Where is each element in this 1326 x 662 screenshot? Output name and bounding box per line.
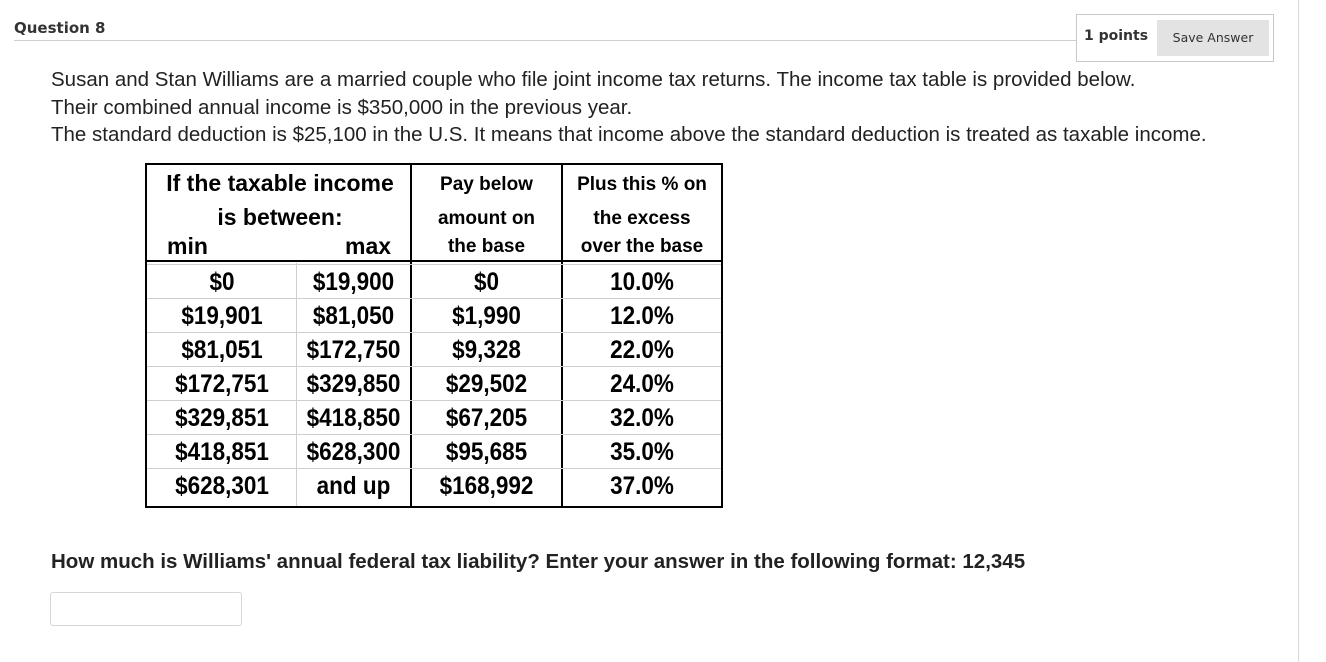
table-cell-min: $172,751	[175, 370, 269, 398]
table-header-col4-line1: Plus this % on	[577, 174, 707, 195]
table-cell-rate: 10.0%	[610, 268, 674, 296]
table-header-min: min	[167, 233, 208, 259]
question-title: Question 8	[14, 19, 106, 37]
table-header-divider	[147, 260, 721, 262]
table-cell-min: $0	[209, 268, 235, 296]
table-header-col4-line3: over the base	[580, 236, 704, 257]
answer-prompt: How much is Williams' annual federal tax liability? Enter your answer in the following format: 12,345	[51, 550, 1026, 573]
table-cell-max: $418,850	[306, 404, 401, 432]
table-cell-max: and up	[316, 472, 391, 500]
table-cell-base: $168,992	[439, 472, 534, 500]
question-text-line: The standard deduction is $25,100 in the U.S. It means that income above the standard deduction is treated as taxable income.	[51, 123, 1207, 146]
table-cell-rate: 24.0%	[610, 370, 674, 398]
points-label: 1 points	[1084, 28, 1149, 44]
table-cell-min: $418,851	[175, 438, 269, 466]
table-header-col4-line2: the excess	[593, 208, 691, 229]
question-text	[51, 66, 1207, 149]
table-header-col3-line2: amount on	[437, 208, 536, 229]
question-text-line: Their combined annual income is $350,000 in the previous year.	[51, 95, 633, 119]
table-cell-rate: 12.0%	[610, 302, 674, 330]
table-cell-base: $1,990	[452, 302, 521, 330]
table-grid-line	[296, 263, 297, 506]
table-header-col1-line1: If the taxable income	[166, 170, 394, 196]
table-header-col3-line1: Pay below	[440, 174, 533, 195]
table-header-col1-line2: is between:	[217, 204, 343, 230]
table-cell-rate: 35.0%	[610, 438, 674, 466]
table-cell-max: $172,750	[306, 336, 401, 364]
table-cell-max: $329,850	[306, 370, 401, 398]
answer-input[interactable]	[50, 592, 242, 626]
page-right-border	[1298, 0, 1299, 662]
table-cell-min: $329,851	[175, 404, 269, 432]
table-cell-base: $0	[473, 268, 500, 296]
table-cell-min: $628,301	[175, 472, 269, 500]
save-answer-button[interactable]: Save Answer	[1157, 20, 1269, 56]
table-cell-rate: 22.0%	[610, 336, 674, 364]
tax-table-image	[145, 163, 723, 508]
table-header-col3-line3: the base	[447, 236, 526, 257]
table-cell-base: $67,205	[445, 404, 528, 432]
table-cell-base: $9,328	[452, 336, 521, 364]
question-text-line: Susan and Stan Williams are a married couple who file joint income tax returns. The income tax table is provided below.	[51, 68, 1136, 91]
table-cell-base: $95,685	[445, 438, 528, 466]
table-cell-max: $19,900	[312, 268, 395, 296]
points-box	[1076, 14, 1274, 62]
table-cell-rate: 37.0%	[610, 472, 674, 500]
table-cell-min: $81,051	[181, 336, 263, 364]
table-cell-max: $81,050	[312, 302, 395, 330]
table-cell-min: $19,901	[181, 302, 263, 330]
table-cell-rate: 32.0%	[610, 404, 674, 432]
table-header-max: max	[345, 233, 392, 259]
table-cell-max: $628,300	[306, 438, 401, 466]
table-cell-base: $29,502	[445, 370, 528, 398]
header-divider	[14, 40, 1078, 41]
